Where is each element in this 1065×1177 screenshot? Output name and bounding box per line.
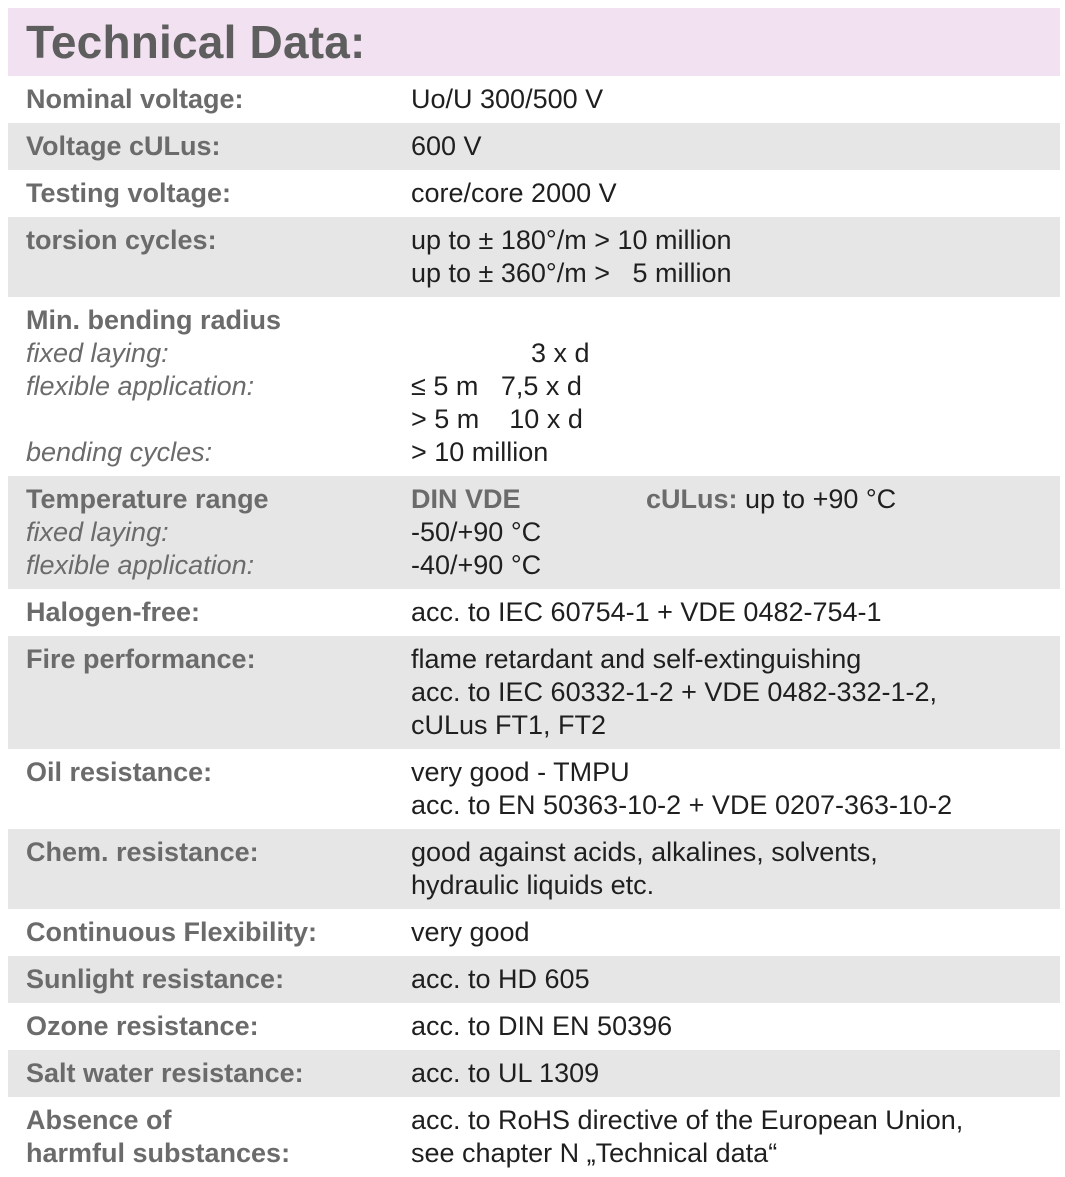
spec-value: > 10 million	[411, 437, 549, 467]
spec-label: Oil resistance:	[26, 757, 213, 787]
spec-row-torsion-cycles	[8, 217, 1060, 297]
spec-value: hydraulic liquids etc.	[411, 870, 655, 900]
spec-row-voltage-culus	[8, 123, 1060, 170]
spec-sublabel: bending cycles:	[26, 437, 213, 467]
spec-row-testing-voltage	[8, 170, 1060, 217]
spec-value: acc. to EN 50363-10-2 + VDE 0207-363-10-2	[411, 790, 953, 820]
spec-row-fire-performance	[8, 636, 1060, 749]
spec-value: -40/+90 °C	[411, 550, 542, 580]
culus-label: cULus:	[646, 484, 738, 514]
spec-label: Nominal voltage:	[26, 84, 244, 114]
spec-label: Absence of	[26, 1105, 172, 1135]
spec-row-temperature-range	[8, 476, 1060, 589]
spec-value: ≤ 5 m 7,5 x d	[411, 371, 582, 401]
spec-value: 600 V	[411, 131, 482, 161]
spec-row-halogen-free	[8, 589, 1060, 636]
spec-label: torsion cycles:	[26, 225, 217, 255]
spec-value: very good - TMPU	[411, 757, 630, 787]
spec-label: Salt water resistance:	[26, 1058, 304, 1088]
spec-sublabel: flexible application:	[26, 371, 255, 401]
spec-row-nominal-voltage	[8, 76, 1060, 123]
spec-value: acc. to HD 605	[411, 964, 590, 994]
spec-value: up to ± 180°/m > 10 million	[411, 225, 732, 255]
spec-sublabel: flexible application:	[26, 550, 255, 580]
spec-label: Testing voltage:	[26, 178, 232, 208]
spec-value: up to ± 360°/m > 5 million	[411, 258, 732, 288]
spec-value: > 5 m 10 x d	[411, 404, 583, 434]
spec-value: acc. to IEC 60332-1-2 + VDE 0482-332-1-2,	[411, 677, 938, 707]
page-title: Technical Data:	[26, 16, 366, 68]
spec-value: good against acids, alkalines, solvents,	[411, 837, 878, 867]
culus-value: up to +90 °C	[737, 484, 897, 514]
spec-value: acc. to IEC 60754-1 + VDE 0482-754-1	[411, 597, 882, 627]
spec-label: Fire performance:	[26, 644, 256, 674]
spec-row-continuous-flexibility	[8, 909, 1060, 956]
spec-value: core/core 2000 V	[411, 178, 617, 208]
spec-label: Chem. resistance:	[26, 837, 259, 867]
spec-row-sunlight-resistance	[8, 956, 1060, 1003]
spec-value: -50/+90 °C	[411, 517, 542, 547]
spec-label: Ozone resistance:	[26, 1011, 259, 1041]
spec-value: Uo/U 300/500 V	[411, 84, 604, 114]
spec-value: see chapter N „Technical data“	[411, 1138, 778, 1168]
spec-value: cULus FT1, FT2	[411, 710, 607, 740]
spec-value: acc. to RoHS directive of the European Union,	[411, 1105, 964, 1135]
spec-row-oil-resistance	[8, 749, 1060, 829]
spec-value: flame retardant and self-extinguishing	[411, 644, 862, 674]
spec-row-ozone-resistance	[8, 1003, 1060, 1050]
technical-data-sheet	[8, 8, 1060, 1177]
spec-sublabel: fixed laying:	[26, 517, 169, 547]
spec-label: harmful substances:	[26, 1138, 291, 1168]
spec-value: acc. to UL 1309	[411, 1058, 600, 1088]
spec-label: Voltage cULus:	[26, 131, 221, 161]
spec-label: Sunlight resistance:	[26, 964, 285, 994]
spec-sublabel: fixed laying:	[26, 338, 169, 368]
spec-row-salt-water-resistance	[8, 1050, 1060, 1097]
spec-label: Continuous Flexibility:	[26, 917, 317, 947]
spec-label: Halogen-free:	[26, 597, 201, 627]
spec-value: acc. to DIN EN 50396	[411, 1011, 673, 1041]
spec-sublabel	[26, 403, 411, 436]
spec-value: 3 x d	[411, 338, 590, 368]
title-bar	[8, 8, 1060, 76]
spec-row-harmful-substances	[8, 1097, 1060, 1177]
spec-label: Min. bending radius	[26, 305, 281, 335]
spec-row-chem-resistance	[8, 829, 1060, 909]
spec-label: Temperature range	[26, 484, 269, 514]
spec-value: very good	[411, 917, 530, 947]
din-vde-label: DIN VDE	[411, 484, 521, 514]
spec-value	[411, 304, 1060, 337]
spec-row-bending-radius	[8, 297, 1060, 476]
